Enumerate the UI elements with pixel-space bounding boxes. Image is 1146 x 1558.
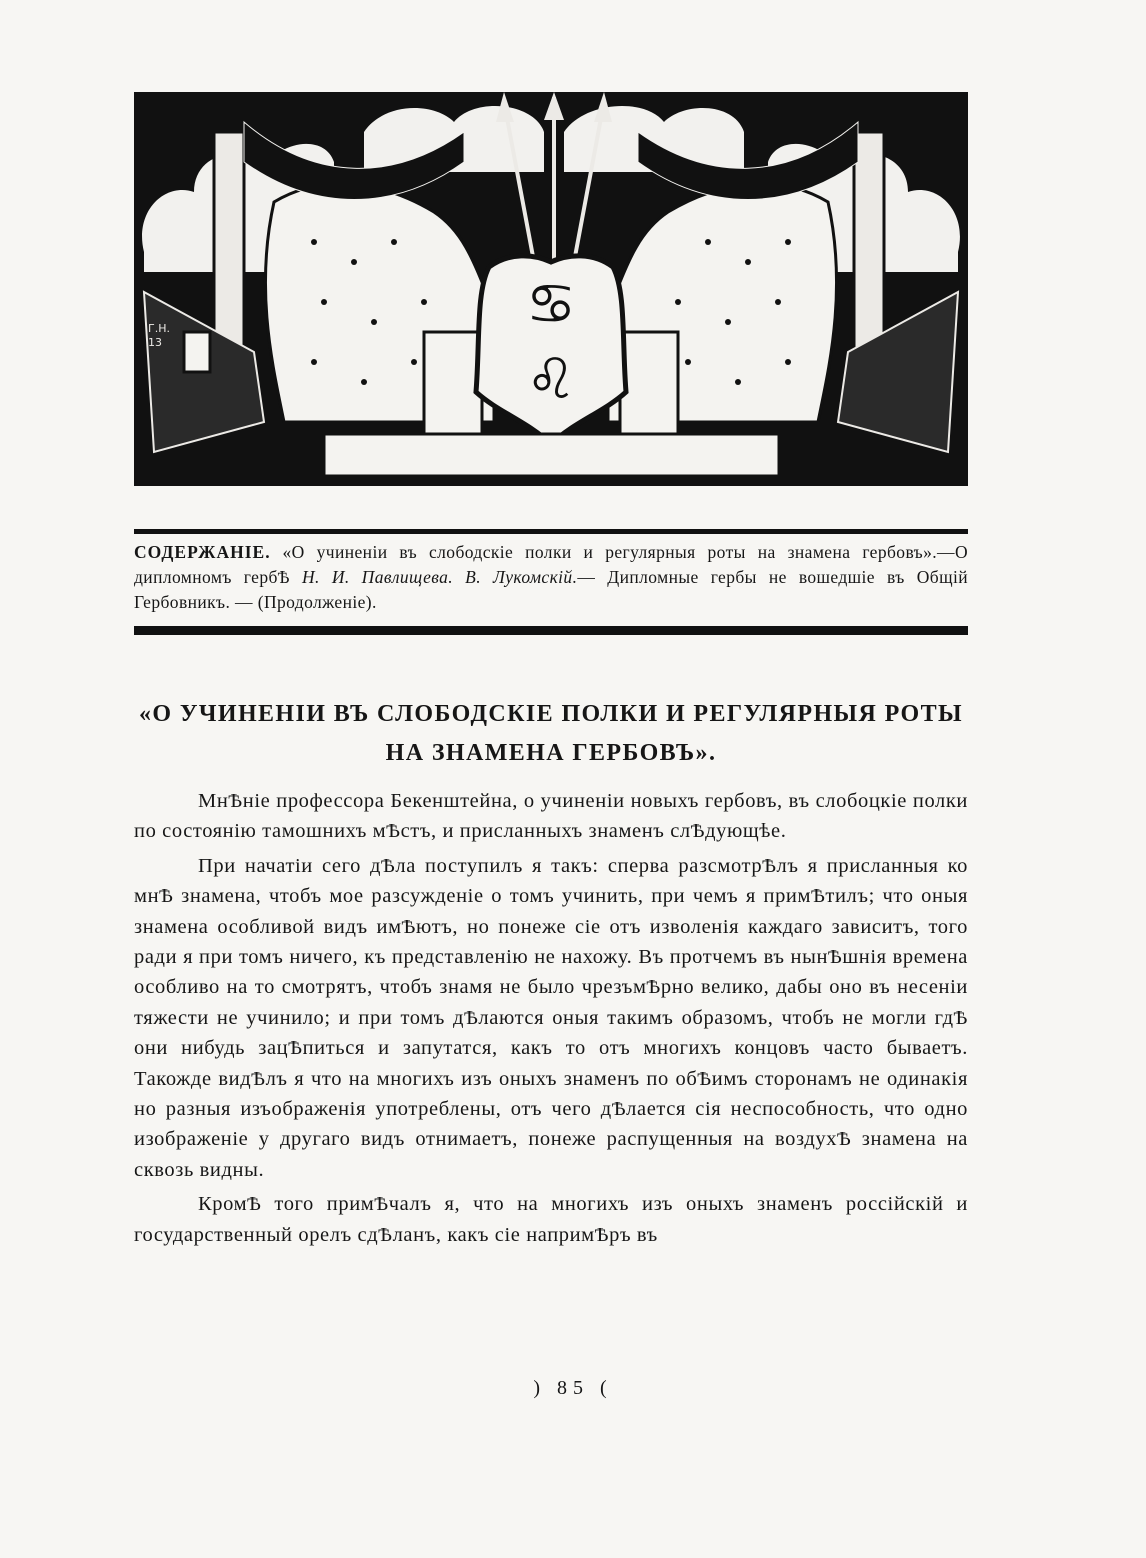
- cartouche-cancer-symbol: ♋: [525, 272, 577, 337]
- contents-rule-top: [134, 529, 968, 534]
- page-number: ) 85 (: [533, 1377, 613, 1399]
- contents-rule-bottom: [134, 626, 968, 635]
- heraldic-vignette-illustration: [134, 92, 968, 486]
- contents-author-names: Н. И. Павлищева. В. Лукомскій.: [301, 567, 578, 587]
- paragraph: МнѢніе профессора Бекенштейна, о учиненіи новыхъ гербовъ, въ слобоцкіе полки по состоянію тамошнихъ мѢстъ, и присланныхъ знаменъ слѢдующѣе.: [134, 790, 968, 843]
- contents-summary: [134, 540, 968, 615]
- contents-text-part-2: — Дипломные гербы не вошедшіе въ Общій Гербовникъ. — (Продолженіе).: [134, 567, 968, 612]
- heading-line-1: «О УЧИНЕНІИ ВЪ СЛОБОДСКІЕ ПОЛКИ И РЕГУЛЯРНЫЯ РОТЫ: [138, 701, 963, 727]
- paragraph: При начатіи сего дѢла поступилъ я такъ: сперва разсмотрѢлъ я присланныя ко мнѢ знамена, чтобъ мое разсужденіе о томъ учинить, при чемъ я примѢтилъ; что оныя знамена особливой видъ имѢютъ, но понеже сіе отъ изволенія каждаго зависитъ, того ради я при томъ ничего, къ представленію не нахожу. Въ протчемъ въ нынѢшнія времена особливо на то смотрятъ, чтобъ знамя не было чрезъмѢрно велико, дабы оно въ несеніи тяжести не учинило; и при томъ дѢлаются оныя такимъ образомъ, чтобъ не могли гдѢ они нибудь зацѢпиться и запутатся, какъ то отъ многихъ концовъ часто бываетъ. Такожде видѢлъ я что на многихъ изъ оныхъ знаменъ по обѢимъ сторонамъ не одинакія но разныя изъображенія употреблены, отъ чего дѢлается сія неспособность, что одно изображеніе у другаго видъ отнимаетъ, понеже распущенныя на воздухѢ знамена на сквозь видны.: [134, 854, 968, 1181]
- contents-text-part-1: «О учиненіи въ слободскіе полки и регулярныя роты на знамена гербовъ».—О дипломномъ гербѢ: [134, 542, 968, 587]
- contents-label: СОДЕРЖАНІЕ.: [134, 542, 271, 562]
- cartouche-leo-symbol: ♌: [525, 347, 577, 412]
- article-body: [134, 786, 968, 1254]
- heading-line-2: НА ЗНАМЕНА ГЕРБОВЪ».: [385, 740, 717, 766]
- artist-monogram: Г.Н. 13: [148, 322, 170, 349]
- article-heading: [134, 695, 968, 773]
- paragraph: КромѢ того примѢчалъ я, что на многихъ изъ оныхъ знаменъ россійскій и государственный орелъ сдѢланъ, какъ сіе напримѢръ въ: [134, 1193, 968, 1246]
